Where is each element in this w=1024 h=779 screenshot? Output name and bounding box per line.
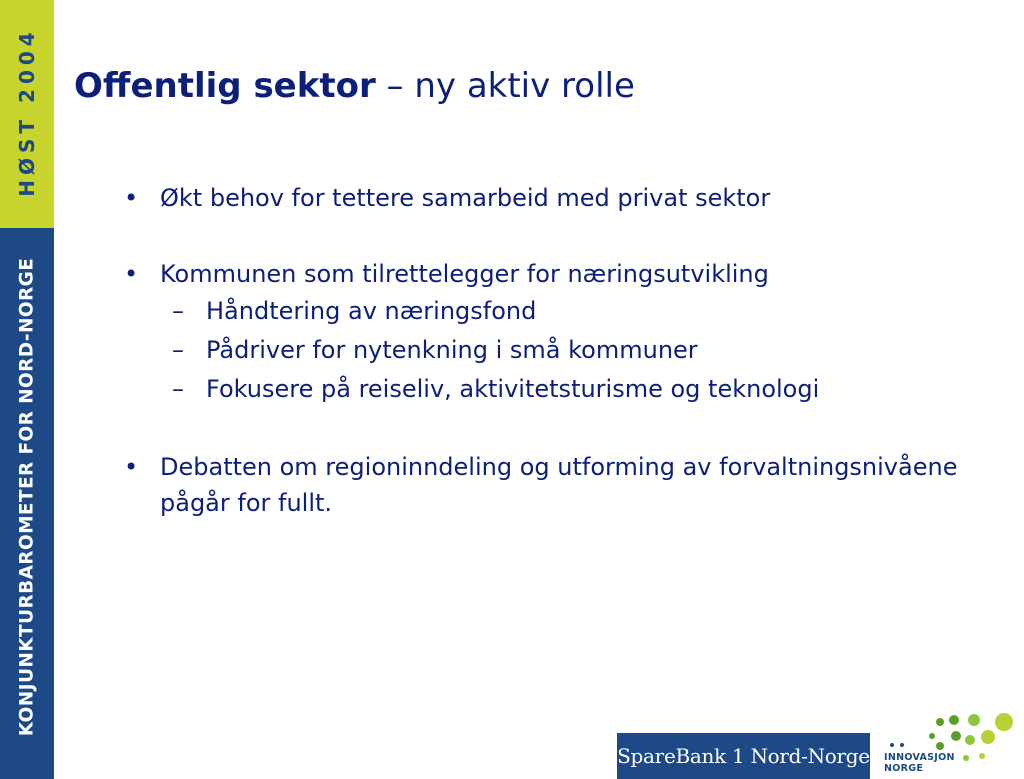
slide-title: [74, 66, 635, 106]
innovasjon-line1: INNOVASJON: [884, 752, 955, 763]
bullet-text: Debatten om regioninndeling og utforming av forvaltningsnivåene pågår for fullt.: [160, 453, 958, 517]
sub-bullet-text: Pådriver for nytenkning i små kommuner: [206, 336, 698, 364]
sub-bullet-symbol: –: [172, 336, 184, 364]
slide-content: [124, 180, 1004, 521]
sub-bullet-symbol: –: [172, 375, 184, 403]
bullet-item: [124, 180, 1004, 216]
sub-bullet-item: [124, 331, 1004, 370]
innovasjon-line2: NORGE: [884, 763, 924, 774]
sidebar-top-band: [0, 0, 54, 228]
sub-bullet-symbol: –: [172, 297, 184, 325]
bullet-text: Økt behov for tettere samarbeid med privat sektor: [160, 184, 771, 212]
sub-bullet-text: Håndtering av næringsfond: [206, 297, 537, 325]
title-rest-part: – ny aktiv rolle: [375, 66, 635, 106]
bullet-symbol: •: [124, 184, 139, 212]
bullet-symbol: •: [124, 453, 139, 481]
innovasjon-norge-logo: [884, 752, 955, 774]
title-bold-part: Offentlig sektor: [74, 66, 376, 106]
bullet-text: Kommunen som tilrettelegger for næringsutvikling: [160, 260, 769, 288]
sparebank-logo: SpareBank 1 Nord-Norge: [617, 733, 870, 779]
bullet-symbol: •: [124, 260, 139, 288]
sidebar-publication-label: KONJUNKTURBAROMETER FOR NORD-NORGE: [16, 257, 38, 737]
sub-bullet-item: [124, 370, 1004, 409]
sidebar-season-label: HØST 2004: [15, 27, 39, 197]
sub-bullet-item: [124, 292, 1004, 331]
sidebar-bottom-band: [0, 228, 54, 779]
bullet-item: [124, 256, 1004, 292]
sub-bullet-text: Fokusere på reiseliv, aktivitetsturisme og teknologi: [206, 375, 820, 403]
bullet-item: [124, 449, 1004, 521]
